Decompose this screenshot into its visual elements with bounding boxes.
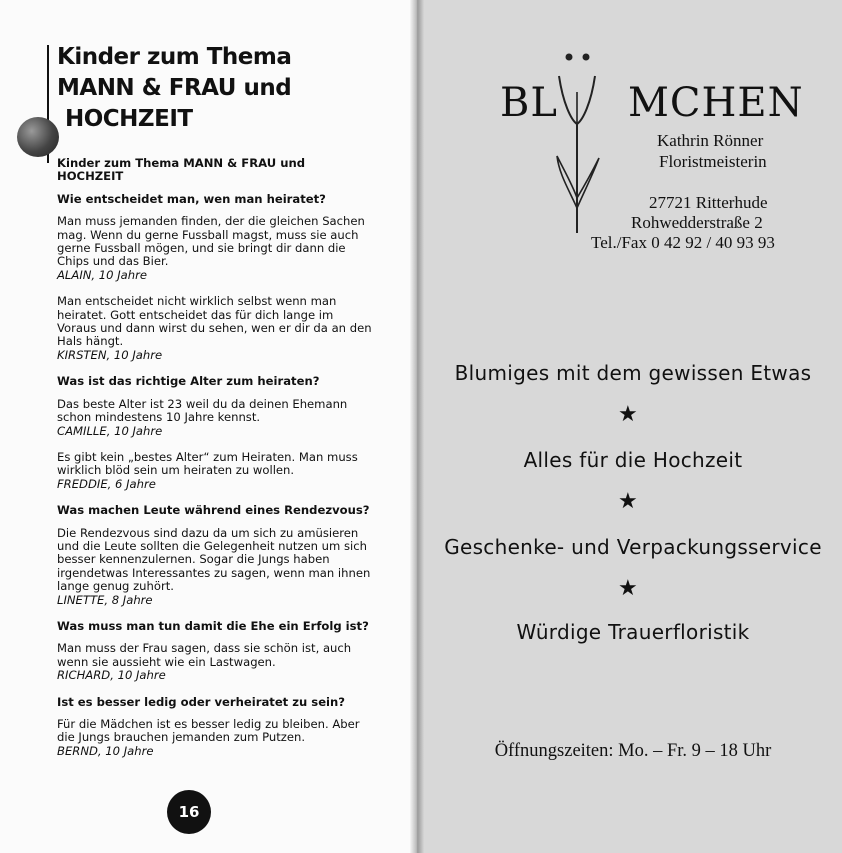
- answer-1b: [57, 295, 372, 362]
- service-1: Blumiges mit dem gewissen Etwas: [454, 361, 812, 385]
- tulip-logo-icon: [555, 48, 615, 248]
- logo-text-left: BL: [500, 80, 558, 126]
- answer-2a: [57, 398, 372, 438]
- address-street: Rohwedderstraße 2: [631, 213, 763, 232]
- question-3: Was machen Leute während eines Rendezvous?: [57, 503, 370, 518]
- question-2: Was ist das richtige Alter zum heiraten?: [57, 374, 320, 389]
- article-subtitle: Kinder zum Thema MANN & FRAU und HOCHZEIT: [57, 156, 306, 184]
- phone-fax: Tel./Fax 0 42 92 / 40 93 93: [591, 233, 775, 252]
- service-4: Würdige Trauerfloristik: [516, 620, 750, 644]
- page-heading: [57, 42, 291, 135]
- heading-line-3: HOCHZEIT: [65, 106, 193, 132]
- answer-text: Die Rendezvous sind dazu da um sich zu amüsieren und die Leute sollten die Gelegenheit nutzen um sich besser kennenzulernen. Sogar die Jungs haben irgendetwas Interessantes zu sagen, wenn man ihnen lange genug zuhört.: [57, 525, 371, 594]
- owner-name: Kathrin Rönner: [657, 131, 764, 150]
- logo-text-right: MCHEN: [627, 80, 804, 126]
- shop-logo: [500, 80, 804, 126]
- opening-hours: Öffnungszeiten: Mo. – Fr. 9 – 18 Uhr: [494, 741, 772, 761]
- service-3: Geschenke- und Verpackungsservice: [444, 535, 822, 559]
- answer-text: Für die Mädchen ist es besser ledig zu bleiben. Aber die Jungs brauchen jemanden zum Putzen.: [57, 717, 360, 745]
- answer-author: ALAIN, 10 Jahre: [57, 267, 147, 282]
- answer-author: FREDDIE, 6 Jahre: [57, 476, 156, 491]
- question-1: Wie entscheidet man, wen man heiratet?: [57, 191, 326, 206]
- page-fold: [410, 0, 424, 853]
- answer-5a: [57, 718, 372, 758]
- answer-text: Das beste Alter ist 23 weil du da deinen Ehemann schon mindestens 10 Jahre kennst.: [57, 396, 348, 425]
- decorative-blot-icon: [17, 117, 59, 157]
- star-icon: ★: [618, 402, 638, 427]
- answer-author: LINETTE, 8 Jahre: [57, 592, 153, 607]
- answer-text: Man muss der Frau sagen, dass sie schön ist, auch wenn sie aussieht wie ein Lastwagen.: [57, 641, 352, 669]
- answer-text: Es gibt kein „bestes Alter“ zum Heiraten. Man muss wirklich blöd sein um heiraten zu wollen.: [57, 449, 358, 478]
- answer-3a: [57, 527, 372, 607]
- page-number: 16: [167, 790, 211, 834]
- owner-profession: Floristmeisterin: [659, 152, 767, 171]
- heading-line-1: Kinder zum Thema: [57, 44, 292, 70]
- answer-1a: [57, 215, 372, 282]
- service-2: Alles für die Hochzeit: [523, 448, 743, 472]
- answer-author: RICHARD, 10 Jahre: [57, 668, 166, 683]
- heading-line-2: MANN & FRAU und: [57, 75, 292, 101]
- answer-text: Man entscheidet nicht wirklich selbst wenn man heiratet. Gott entscheidet das für dich lange im Voraus und dann wirst du sehen, wen er dir da an den Hals hängt.: [57, 294, 372, 349]
- answer-2b: [57, 451, 372, 491]
- answer-text: Man muss jemanden finden, der die gleichen Sachen mag. Wenn du gerne Fussball magst, muss sie auch gerne Fussball mögen, und sie bringt dir dann die Chips und das Bier.: [57, 214, 365, 269]
- address-city: 27721 Ritterhude: [649, 193, 768, 212]
- star-icon: ★: [618, 489, 638, 514]
- question-5: Ist es besser ledig oder verheiratet zu sein?: [57, 694, 346, 709]
- star-icon: ★: [618, 576, 638, 601]
- article-body: [57, 157, 372, 771]
- question-4: Was muss man tun damit die Ehe ein Erfolg ist?: [57, 618, 369, 633]
- answer-author: CAMILLE, 10 Jahre: [57, 423, 163, 438]
- answer-author: KIRSTEN, 10 Jahre: [57, 347, 163, 362]
- answer-4a: [57, 642, 372, 682]
- answer-author: BERND, 10 Jahre: [57, 743, 154, 758]
